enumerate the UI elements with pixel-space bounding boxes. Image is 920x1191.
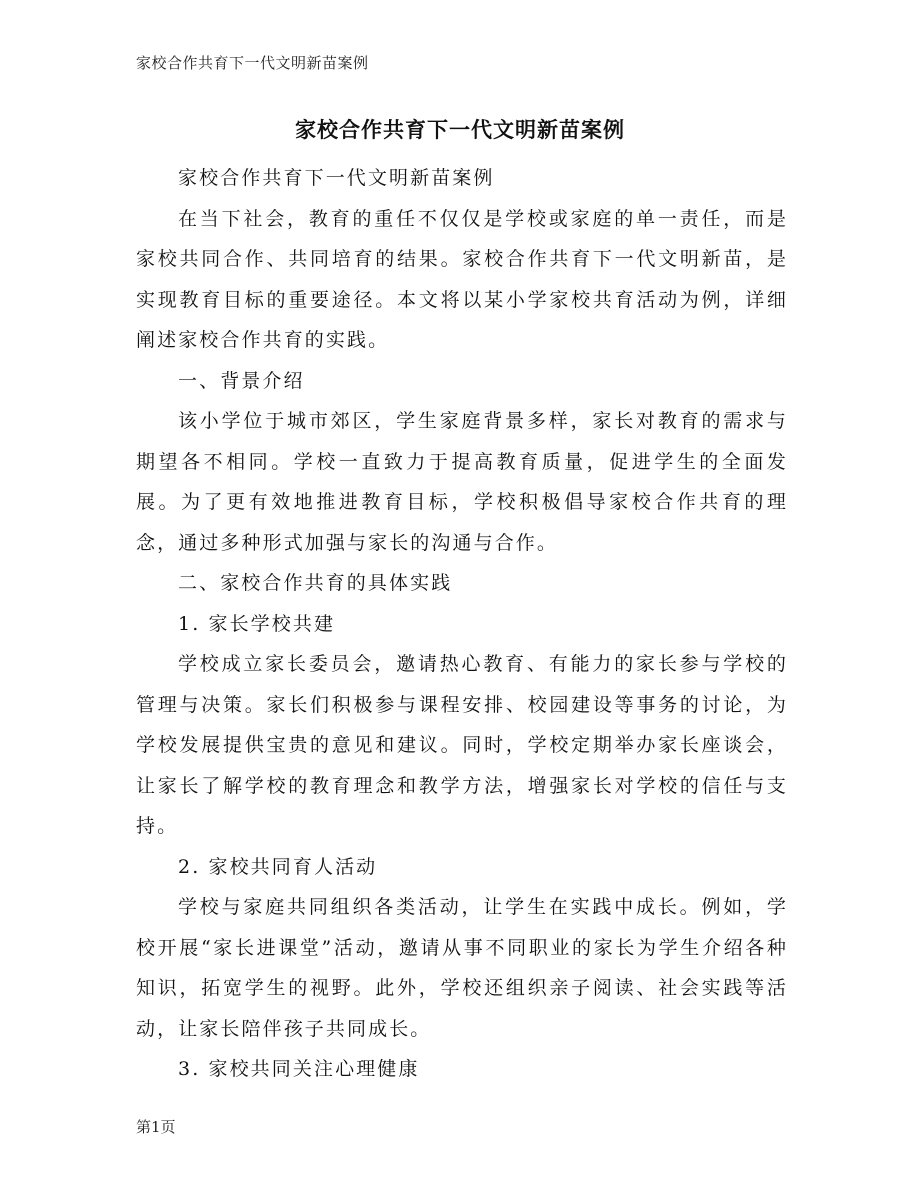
section-heading: 二、家校合作共育的具体实践	[178, 572, 453, 594]
section-heading: 一、背景介绍	[178, 369, 305, 392]
body-paragraph: 学校与家庭共同组织各类活动，让学生在实践中成长。例如，学校开展“家长进课堂”活动，邀请从事不同职业的家长为学生介绍各种知识，拓宽学生的视野。此外，学校还组织亲子阅读、社会实践等活动，让家长陪伴孩子共同成长。	[136, 896, 788, 1040]
subsection-heading: 1. 家长学校共建	[178, 612, 336, 635]
document-title: 家校合作共育下一代文明新苗案例	[295, 118, 625, 142]
subsection-heading: 2. 家校共同育人活动	[178, 855, 378, 878]
body-paragraph: 在当下社会，教育的重任不仅仅是学校或家庭的单一责任，而是家校共同合作、共同培育的结果。家校合作共育下一代文明新苗，是实现教育目标的重要途径。本文将以某小学家校共育活动为例，详细阐述家校合作共育的实践。	[136, 207, 788, 351]
subsection-heading: 3. 家校共同关注心理健康	[178, 1058, 420, 1080]
body-paragraph: 学校成立家长委员会，邀请热心教育、有能力的家长参与学校的管理与决策。家长们积极参与课程安排、校园建设等事务的讨论，为学校发展提供宝贵的意见和建议。同时，学校定期举办家长座谈会，让家长了解学校的教育理念和教学方法，增强家长对学校的信任与支持。	[136, 653, 788, 837]
document-body	[136, 158, 788, 1090]
body-paragraph: 该小学位于城市郊区，学生家庭背景多样，家长对教育的需求与期望各不相同。学校一直致力于提高教育质量，促进学生的全面发展。为了更有效地推进教育目标，学校积极倡导家校合作共育的理念，通过多种形式加强与家长的沟通与合作。	[136, 410, 788, 554]
page-number: 第1页	[136, 1118, 176, 1136]
body-paragraph: 家校合作共育下一代文明新苗案例	[178, 167, 495, 189]
running-header: 家校合作共育下一代文明新苗案例	[136, 54, 369, 72]
